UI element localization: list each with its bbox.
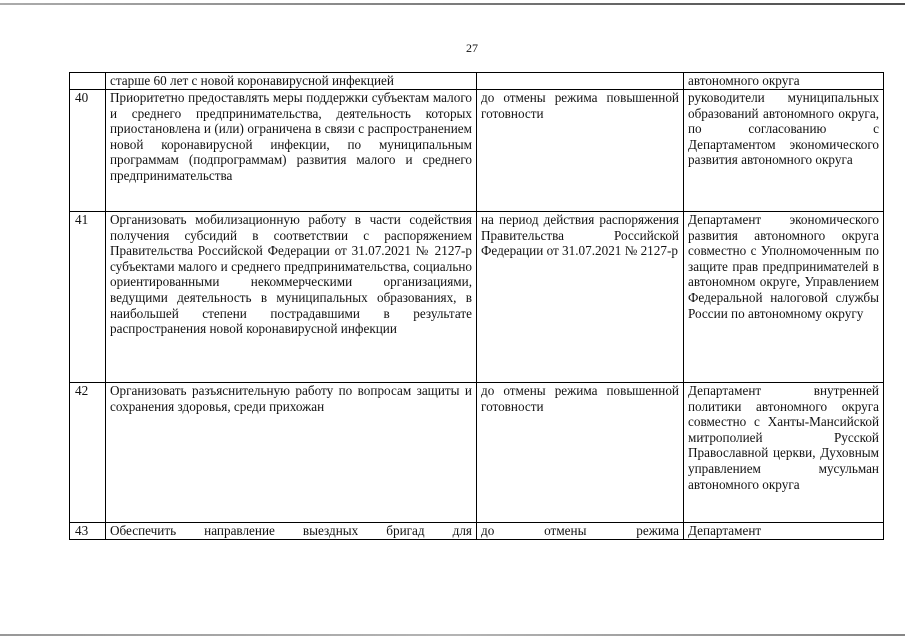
responsible-cell: руководители муниципальных образований автономного округа, по согласованию с Департаментом экономического развития автономного округа bbox=[684, 90, 884, 212]
row-number: 40 bbox=[70, 90, 106, 212]
table-row bbox=[70, 90, 884, 212]
measures-table bbox=[69, 72, 884, 540]
action-cell: Организовать мобилизационную работу в части содействия получения субсидий в соответствии с распоряжением Правительства Российской Федерации от 31.07.2021 № 2127-р субъектами малого и среднего предпринимательства, социально ориентированными некоммерческими организациями, ведущими деятельность в муниципальных образованиях, в наибольшей степени пострадавшими в результате распространения новой коронавирусной инфекции bbox=[106, 212, 477, 383]
responsible-cell: автономного округа bbox=[684, 73, 884, 90]
row-number: 41 bbox=[70, 212, 106, 383]
row-number bbox=[70, 73, 106, 90]
table-row bbox=[70, 383, 884, 523]
term-cell: до отмены режима повышенной готовности bbox=[477, 90, 684, 212]
table-row bbox=[70, 73, 884, 90]
table-row bbox=[70, 212, 884, 383]
action-cell: Организовать разъяснительную работу по вопросам защиты и сохранения здоровья, среди прихожан bbox=[106, 383, 477, 523]
scan-edge-bottom bbox=[0, 634, 905, 636]
table-row bbox=[70, 523, 884, 540]
action-cell: Обеспечить направление выездных бригад для bbox=[106, 523, 477, 540]
scan-edge-top bbox=[0, 3, 905, 5]
action-cell: старше 60 лет с новой коронавирусной инфекцией bbox=[106, 73, 477, 90]
term-cell: до отмены режима bbox=[477, 523, 684, 540]
term-cell: на период действия распоряжения Правительства Российской Федерации от 31.07.2021 № 2127-р bbox=[477, 212, 684, 383]
action-cell: Приоритетно предоставлять меры поддержки субъектам малого и среднего предпринимательства, деятельность которых приостановлена и (или) ограничена в связи с распространением новой коронавирусной инфекции, по муниципальным программам (подпрограммам) развития малого и среднего предпринимательства bbox=[106, 90, 477, 212]
row-number: 42 bbox=[70, 383, 106, 523]
responsible-cell: Департамент bbox=[684, 523, 884, 540]
responsible-cell: Департамент экономического развития автономного округа совместно с Уполномоченным по защите прав предпринимателей в автономном округе, Управлением Федеральной налоговой службы России по автономному округу bbox=[684, 212, 884, 383]
row-number: 43 bbox=[70, 523, 106, 540]
responsible-cell: Департамент внутренней политики автономного округа совместно с Ханты-Мансийской митрополией Русской Православной церкви, Духовным управлением мусульман автономного округа bbox=[684, 383, 884, 523]
page-number: 27 bbox=[466, 41, 478, 55]
term-cell: до отмены режима повышенной готовности bbox=[477, 383, 684, 523]
term-cell bbox=[477, 73, 684, 90]
